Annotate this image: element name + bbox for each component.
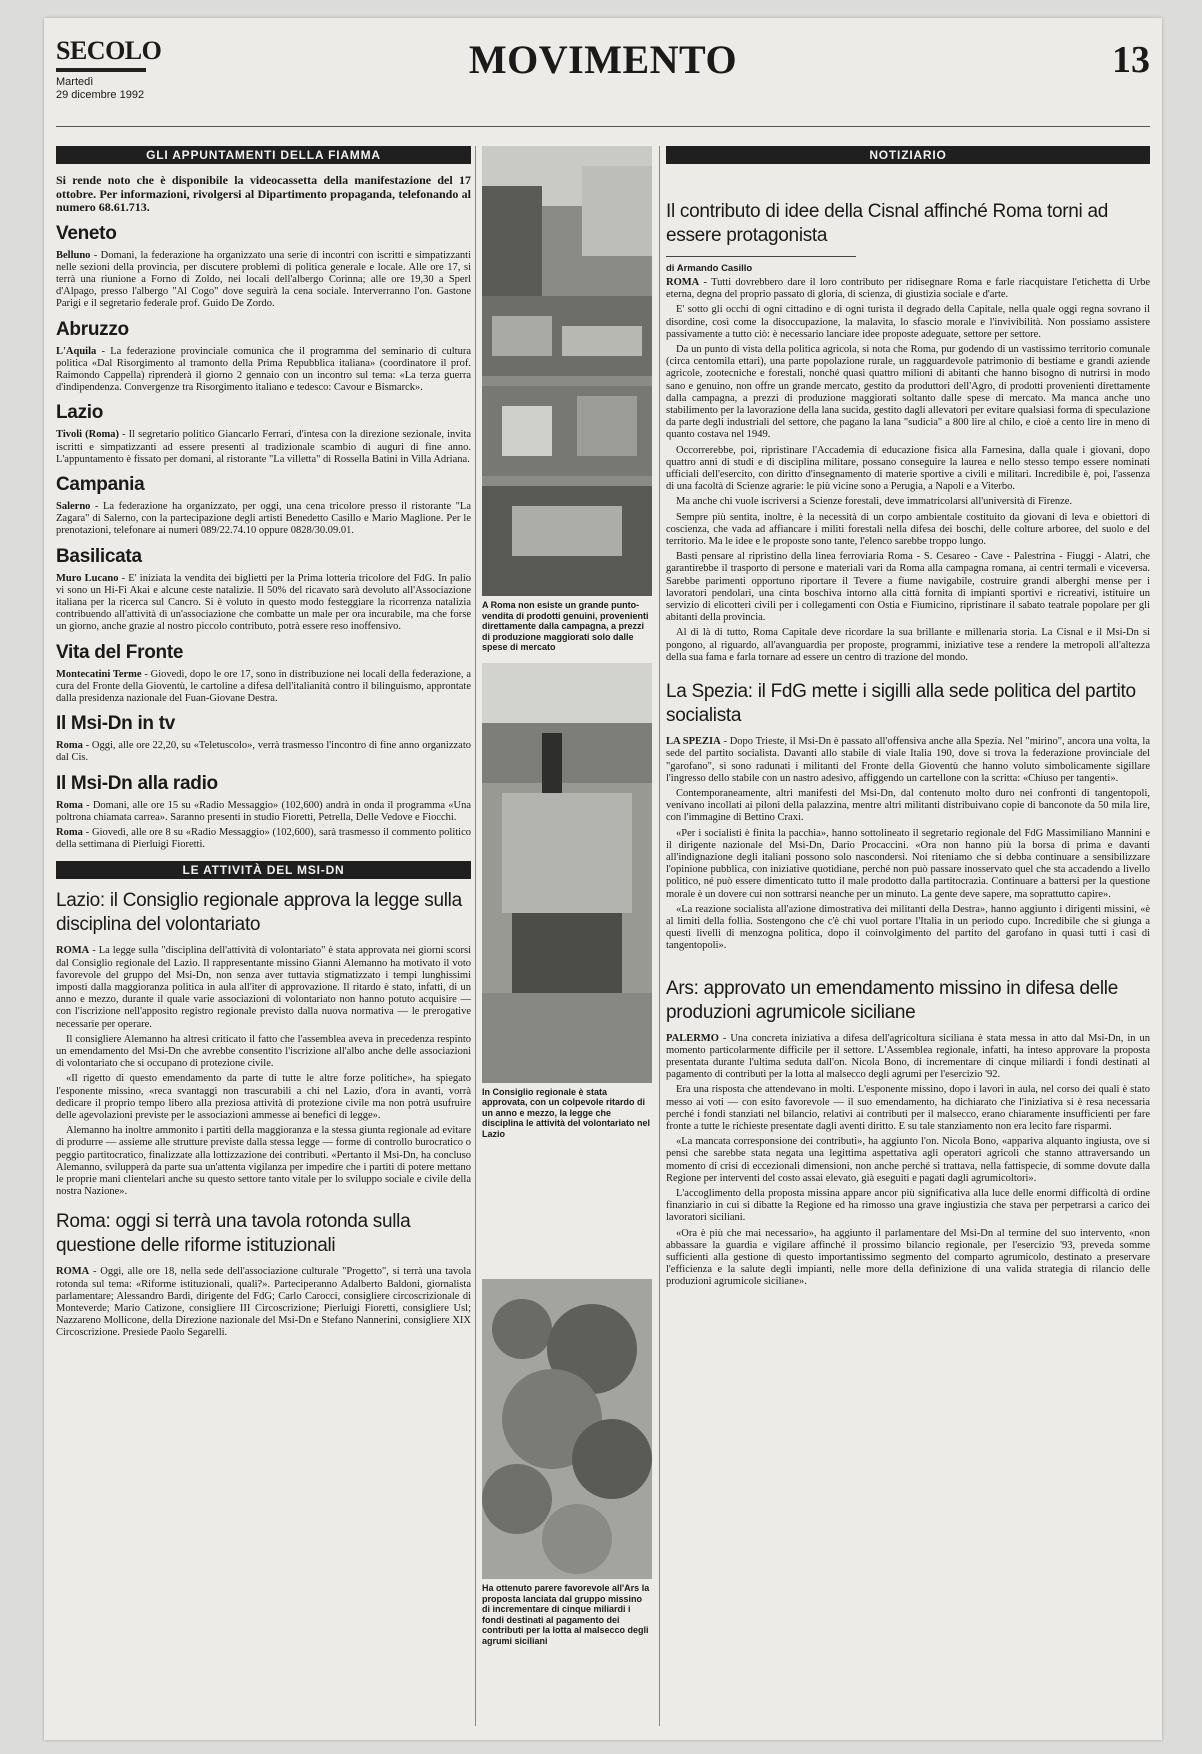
citrus-tree-illustration <box>482 1279 652 1579</box>
article-headline: Il contributo di idee della Cisnal affinché Roma torni ad essere protagonista <box>666 201 1108 246</box>
volunteer-photo <box>482 663 652 1083</box>
region-heading: Lazio <box>56 402 104 424</box>
paragraph-text: Al di là di tutto, Roma Capitale deve ricordare la sua brillante e millenaria storia. La Cisnal e il Msi-Dn si pongono, al riguardo, all'avanguardia per proposte, programmi, iniziative tese a rendere la metropoli all'altezza della sua fama e farla tornare ad essere un centro di trazione del mondo. <box>666 627 1150 663</box>
headline-rule <box>666 256 856 257</box>
article-paragraph <box>56 1125 471 1198</box>
article-paragraph <box>666 496 1150 508</box>
article-paragraph <box>666 1188 1150 1225</box>
article-paragraph <box>666 736 1150 785</box>
article-headline: Lazio: il Consiglio regionale approva la legge sulla disciplina del volontariato <box>56 890 462 936</box>
notice-place: Roma <box>56 740 83 752</box>
notice-place: L'Aquila <box>56 345 97 357</box>
paragraph-text: Il consigliere Alemanno ha altresì criticato il fatto che l'assemblea aveva in precedenza respinto un emendamento del Msi-Dn che avrebbe consentito l'iscrizione all'albo anche delle associazioni di volontariato che si occupano di protezione civile. <box>56 1033 471 1070</box>
article-headline: Ars: approvato un emendamento missino in difesa delle produzioni agrumicole siciliane <box>666 977 1118 1023</box>
article-headline: La Spezia: il FdG mette i sigilli alla sede politica del partito socialista <box>666 681 1136 727</box>
notice-text: - Il segretario politico Giancarlo Ferrari, d'intesa con la direzione sezionale, invita iscritti e simpatizzanti ad essere presenti al tradizionale scambio di auguri di fine anno. L'appuntamento è fissato per domani, al ristorante "La villetta" di Rossella Batini in Villa Adriana. <box>56 429 471 465</box>
region-heading: Vita del Fronte <box>56 641 184 663</box>
notice-place: Salerno <box>56 500 91 512</box>
market-photo <box>482 146 652 596</box>
notice-paragraph <box>56 827 471 851</box>
left-column <box>56 146 471 1343</box>
notice-text: - La federazione ha organizzato, per oggi, una cena tricolore presso il ristorante "La Zagara" di Salerno, con la partecipazione degli artisti Benedetto Casillo e Mario Maglione. Per le prenotazioni, telefonare ai numeri 089/22.74.10 oppure 0828/30.09.01. <box>56 500 471 537</box>
notice-paragraph <box>56 250 471 311</box>
paragraph-text: - Dopo Trieste, il Msi-Dn è passato all'offensiva anche alla Spezia. Nel "mirino", ancora una volta, la sede del partito socialista. Davanti allo stabile di viale Italia 190, dove si trova la federazione provinciale del "garofano", si sono radunati i militanti del Fronte della Gioventù che hanno voluto simbolicamente sigillare l'ingresso dello stabile con un nastro adesivo, affiggendo un cartellone con la scritta: «Chiuso per tangenti». <box>666 736 1151 784</box>
photo-column <box>482 146 652 1656</box>
paragraph-text: L'accoglimento della proposta missina appare ancor più significativa alla luce delle enormi difficoltà di ordine finanziario in cui si dibatte la Regione ed ha rimosso una grave ingiustizia che stava per perpetrarsi a carico dei lavoratori siciliani. <box>666 1187 1150 1224</box>
paragraph-text: - La legge sulla "disciplina dell'attività di volontariato" è stata approvata nei giorni scorsi dal Consiglio regionale del Lazio. Il rappresentante missino Gianni Alemanno ha motivato il voto favorevole del gruppo del Msi-Dn, non senza aver tuttavia stigmatizzato i tempi lunghissimi imposti dalla maggioranza politica in aula all'iter di approvazione. Il ritardo è stato, infatti, di un anno e mezzo, durante il quale varie associazioni di volontariato non hanno potuto acquisire — con l'iscrizione nell'apposito registro regionale previsto dalla nuova normativa — le prerogative necessarie per operare. <box>56 945 471 1030</box>
paragraph-text: «Il rigetto di questo emendamento da parte di tutte le altre forze politiche», ha spiegato l'esponente missino, «reca svantaggi non trascurabili a chi nel Lazio, d'ora in avanti, vorrà dedicare il proprio tempo libero alla preziosa attività di protezione civile ma non potrà usufruire delle agevolazioni previste per le associazioni ammesse ai benefici di legge». <box>56 1073 471 1122</box>
region-heading: Campania <box>56 473 145 495</box>
notice-text: - E' iniziata la vendita dei biglietti per la Prima lotteria tricolore del FdG. In palio vi sono un Hi-Fi Akai e alcune ceste natalizie. Il 50% del ricavato sarà devoluto all'Associazione italiana per la ricerca sul Cancro. Si è voluto in questo modo festeggiare la ricorrenza natalizia contribuendo all'attività di un'associazione che combatte un male per ora incurabile, ma che forse un giorno, anche grazie al nostro piccolo contributo, potrà essere reso inoffensivo. <box>56 572 471 633</box>
paragraph-text: - Una concreta iniziativa a difesa dell'agricoltura siciliana è stata messa in atto dal Msi-Dn, in un momento particolarmente difficile per il settore. L'Assemblea regionale, infatti, ha inteso approvare la proposta presentata durante l'ultima seduta dall'on. Nicola Bono, di incrementare di cinque miliardi i fondi destinati al pagamento di contributi per la lotta al malsecco degli agrumi per l'esercizio '92. <box>666 1032 1150 1081</box>
citrus-photo <box>482 1279 652 1579</box>
paragraph-text: «La reazione socialista all'azione dimostrativa dei militanti della Destra», hanno aggiunto i dirigenti missini, «è al limiti della follia. Sostengono che c'è chi vuol portare l'Italia in un periodo cupo. Incredibile che si giunga a questi livelli di menzogna politica, dopo il coinvolgimento del partito del garofano in quasi tutti i casi di tangentopoli». <box>666 903 1150 952</box>
article-paragraph <box>56 1266 471 1339</box>
intro-notice: Si rende noto che è disponibile la videocassetta della manifestazione del 17 ottobre. Per informazioni, rivolgersi al Dipartimento propaganda, telefonando al numero 68.61.713. <box>56 173 471 214</box>
article-body <box>666 277 1150 664</box>
paragraph-text: - Oggi, alle ore 18, nella sede dell'associazione culturale "Progetto", si terrà una tavola rotonda sul tema: «Riforme istituzionali, quali?». Parteciperanno Adalberto Baldoni, giornalista parlamentare; Alessandro Bardi, dirigente del FdG; Carlo Carocci, consigliere circoscrizionale di Monteverde; Mario Catizone, consigliere III Circoscrizione; Pierluigi Fioretti, consigliere Usl; Nazzareno Mollicone, della Direzione nazionale del Msi-Dn e Stefano Nannerini, consigliere XIX Circoscrizione. Presiede Paolo Segarelli. <box>56 1266 471 1339</box>
paragraph-text: - Tutti dovrebbero dare il loro contributo per ridisegnare Roma e farle riacquistare l'etichetta di Urbe eterna, degna del proprio passato di gloria, di scienza, di giustizia sociale e d'arte. <box>666 277 1150 301</box>
article-paragraph <box>56 945 471 1030</box>
photo-caption: A Roma non esiste un grande punto-vendita di prodotti genuini, provenienti direttamente dalla campagna, a prezzi di produzione maggiorati solo dalle spese di mercato <box>482 600 649 652</box>
paragraph-text: Da un punto di vista della politica agricola, si nota che Roma, pur godendo di un vastissimo territorio comunale (circa centomila ettari), una parte popolazione rurale, un ragguardevole patrimonio di bestiame e grandi aziende agricole, zootecniche e forestali, nonché quasi quattro milioni di abitanti che hanno bisogno di nutrirsi in modo sano e genuino, non offre un grande mercato, gestito da produttori dell'Agro, di prodotti provenienti direttamente dalla campagna, a prezzi di produzione maggiorati soltanto dalle spese di mercato. Ma manca anche uno stabilimento per la lavorazione della lana sucida, gestito dagli allevatori per evitare qualsiasi forma di speculazione da parte degli industriali del settore, che pagano la lana "sudicia" a 800 lire al chilo, e cioè a cento lire in meno di quanto costava nel 1949. <box>666 344 1150 441</box>
newspaper-page <box>44 18 1162 1740</box>
article-dateline: ROMA <box>666 277 700 288</box>
paragraph-text: Alemanno ha inoltre ammonito i partiti della maggioranza e la stessa giunta regionale ad evitare di produrre — assieme alle strutture previste dalla stessa legge — forme di controllo burocratico o peggio partitocratico, finalizzate alla lottizzazione dei contributi. «Pertanto il Msi-Dn, ha concluso Alemanno, svilupperà da parte sua un'attenta vigilanza per impedire che i partiti di potere mettano le proprie mani clientelari anche su questo settore tanto vitale per lo sviluppo sociale e civile della nostra Nazione». <box>56 1125 471 1198</box>
paragraph-text: Occorrerebbe, poi, ripristinare l'Accademia di educazione fisica alla Farnesina, dalla quale i giovani, dopo quattro anni di studi e di disciplina militare, possano conseguire la laurea e nello stesso tempo essere nominati ufficiali dell'esercito, con diritto d'insegnamento di materie sportive a civili e militari. Incredibile è, poi, l'assenza di una facoltà di Scienze agrarie: le più vicine sono a Perugia, a Napoli e a Viterbo. <box>666 444 1150 493</box>
notice-place: Muro Lucano <box>56 572 119 584</box>
notice-place: Roma <box>56 799 83 811</box>
article-paragraph <box>666 512 1150 549</box>
article-dateline: ROMA <box>56 945 90 957</box>
article-paragraph <box>666 1228 1150 1289</box>
section-bar-appuntamenti: GLI APPUNTAMENTI DELLA FIAMMA <box>56 146 471 164</box>
region-heading: Il Msi-Dn in tv <box>56 713 176 735</box>
article-paragraph <box>666 1084 1150 1133</box>
article-paragraph <box>56 1034 471 1071</box>
article-paragraph <box>666 627 1150 664</box>
notice-text: - Oggi, alle ore 22,20, su «Teletuscolo», verrà trasmesso l'incontro di fine anno organizzato dal Cis. <box>56 740 471 764</box>
paragraph-text: Era una risposta che attendevano in molti. L'esponente missino, dopo i lavori in aula, nel corso dei quali è stato messo ai voti — con esito favorevole — il suo emendamento, ha dichiarato che l'iniziativa si è resa necessaria perché i fondi stanziati nel bilancio, relativi ai contributi per il malsecco, erano chiaramente insufficienti per fare fronte a tutte le richieste presentate dagli aventi diritto. E su tale stanziamento non era lecito fare risparmi. <box>666 1084 1150 1132</box>
notice-text: - Domani, alle ore 15 su «Radio Messaggio» (102,600) andrà in onda il programma «Una poltrona chiamata carrea». Saranno presenti in studio Fioretti, Petrella, Delle Vedove e Fiocchi. <box>56 799 471 823</box>
paragraph-text: Sempre più sentita, inoltre, è la necessità di un corpo ambientale costituito da giovani di leva e obiettori di coscienza, che vada ad affiancare i militi forestali nella difesa dei boschi, delle colture arboree, del suolo e del territorio. Ma le idee e le proposte sono tante, l'elenco sarebbe troppo lungo. <box>666 511 1150 548</box>
photo-caption: Ha ottenuto parere favorevole all'Ars la proposta lanciata dal gruppo missino di incrementare di cinque miliardi i fondi destinati al pagamento dei contributi per la lotta al malsecco degli agrumi siciliani <box>482 1583 650 1646</box>
section-title: MOVIMENTO <box>468 37 738 82</box>
article-paragraph <box>56 1073 471 1122</box>
notice-place: Tivoli (Roma) <box>56 429 119 441</box>
masthead <box>56 28 1150 118</box>
article-paragraph <box>666 1033 1150 1082</box>
notice-paragraph <box>56 501 471 538</box>
notice-place: Roma <box>56 826 83 838</box>
article-paragraph <box>666 445 1150 494</box>
region-heading: Il Msi-Dn alla radio <box>56 772 218 794</box>
paragraph-text: «La mancata corresponsione dei contributi», ha aggiunto l'on. Nicola Bono, «appariva alquanto ingiusta, ove si pensi che sarebbe stata negata una legittima aspettativa agli operatori agricoli che stanno attraversando un momento di crisi di eccezionali dimensioni, non anche perché si trattava, nella fattispecie, di somme dovute dalla Regione per interventi del costo assai elevato, già eseguiti e pagati dagli agrumicoltori». <box>666 1136 1150 1184</box>
article-headline: Roma: oggi si terrà una tavola rotonda sulla questione delle riforme istituzionali <box>56 1211 411 1257</box>
date: 29 dicembre 1992 <box>56 89 145 101</box>
column-divider <box>659 146 660 1726</box>
notice-text: - Domani, la federazione ha organizzato una serie di incontri con iscritti e simpatizzanti nelle sezioni della provincia, per discutere problemi di politica generale e locale. Alle ore 17, si terrà una riunione a Forno di Zoldo, nei locali dell'albergo Corinna; alle ore 19,30 a Sperl d'Alpago, presso l'albergo "Al Cogo" dove seguirà la cena sociale. Interverranno l'on. Gastone Parigi e il segretario federale prof. Guido De Zordo. <box>56 249 471 310</box>
paragraph-text: Basti pensare al ripristino della linea ferroviaria Roma - S. Cesareo - Cave - Palestrina - Fiuggi - Alatri, che garantirebbe il trasporto di persone e materiali vari da Roma alla campagna romana, ai centri termali e viceversa. Sarebbe parimenti opportuno riportare il Tevere a fiume navigabile, costruire grandi alberghi mense per i lavoratori pendolari, una cinta boschiva intorno alla città fornita di impianti sportivi e ricreativi, istituire un servizio di elicotteri civili per i collegamenti con Ostia e Fiumicino, ripristinare il sabato teatrale popolare per gli abitanti della provincia. <box>666 551 1150 624</box>
notice-paragraph <box>56 346 471 395</box>
radio-items <box>56 800 471 852</box>
paragraph-text: E' sotto gli occhi di ogni cittadino e di ogni turista il degrado della Capitale, nella quale oggi regna sovrano il disordine, così come la disoccupazione, la malavita, lo sfascio morale e l'invivibilità. Non possiamo assistere passivamente a tutto ciò: è necessario lanciare idee proposte adeguate, settore per settore. <box>666 304 1150 340</box>
notice-text: - La federazione provinciale comunica che il programma del seminario di cultura politica «Dal Risorgimento al tramonto della Prima Repubblica italiana» (coordinatore il prof. Raimondo Cappella) riprenderà il giorno 2 gennaio con un incontro sul tema: «La terza guerra d'indipendenza. Convergenze tra Risorgimento italiano e tedesco: Cavour e Bismarck». <box>56 345 471 394</box>
notice-paragraph <box>56 429 471 466</box>
section-bar-notiziario: NOTIZIARIO <box>666 146 1150 164</box>
page-number: 13 <box>1112 39 1150 81</box>
paragraph-text: Contemporaneamente, altri manifesti del Msi-Dn, dal contenuto molto duro nei confronti di tangentopoli, venivano incollati ai piloni della palazzina, mentre altri militanti distribuivano copie di banconote da 50 mila lire, con l'immagine di Bettino Craxi. <box>666 787 1150 824</box>
photo-caption: In Consiglio regionale è stata approvata, con un colpevole ritardo di un anno e mezzo, la legge che disciplina le attività del volontariato nel Lazio <box>482 1086 651 1139</box>
notice-place: Belluno <box>56 249 91 261</box>
region-heading: Veneto <box>56 222 117 244</box>
article-paragraph <box>666 304 1150 341</box>
notice-text: - Giovedì, dopo le ore 17, sono in distribuzione nei locali della federazione, a cura del Fronte della Gioventù, le cartoline a difesa dell'italianità contro il bilinguismo, approntate dalla presidenza nazionale del Fuan-Giovane Destra. <box>56 668 471 704</box>
article-dateline: PALERMO <box>666 1032 719 1044</box>
article-paragraph <box>666 1136 1150 1185</box>
article-paragraph <box>666 828 1150 901</box>
article-dateline: ROMA <box>56 1266 90 1278</box>
article-paragraph <box>666 904 1150 953</box>
article-body <box>666 1033 1150 1289</box>
notice-paragraph <box>56 800 471 824</box>
notice-paragraph <box>56 573 471 634</box>
region-heading: Basilicata <box>56 545 142 567</box>
right-column <box>666 146 1150 1292</box>
paragraph-text: «Per i socialisti è finita la pacchia», hanno sottolineato il segretario regionale del FdG Massimiliano Mannini e il dirigente nazionale del Msi-Dn, Dario Procaccini. «Ora non hanno più la borsa di prima e davanti all'indignazione degli italiani possono solo nascondersi. Noi riteniamo che si debba continuare a sensibilizzare l'opinione pubblica, con iniziative quotidiane, perché non può passare inosservato quel che sta accadendo a livello politico, né può essere dimenticato tutto il male prodotto dalla partitocrazia. Continuare a battersi per la questione morale è un dovere cui non sottrarsi neanche per un minuto. La gente deve sapere, ma soprattutto capire». <box>666 827 1150 900</box>
notice-text: - Giovedì, alle ore 8 su «Radio Messaggio» (102,600), sarà trasmesso il commento politico della settimana di Pierluigi Fioretti. <box>56 826 471 851</box>
regions-list <box>56 223 471 765</box>
notice-place: Montecatini Terme <box>56 668 142 680</box>
article-paragraph <box>666 551 1150 624</box>
region-heading: Abruzzo <box>56 318 129 340</box>
article-paragraph <box>666 277 1150 301</box>
paragraph-text: Ma anche chi vuole iscriversi a Scienze forestali, deve immatricolarsi all'università di Firenze. <box>676 496 1073 508</box>
section-bar-attivita: LE ATTIVITÀ DEL MSI-DN <box>56 861 471 879</box>
notice-paragraph <box>56 740 471 764</box>
article-body <box>56 945 471 1198</box>
column-divider <box>475 146 476 1726</box>
newspaper-logo: SECOLO <box>56 36 162 65</box>
article-dateline: LA SPEZIA <box>666 736 721 748</box>
article-paragraph <box>666 344 1150 442</box>
masthead-rule <box>56 126 1150 127</box>
weekday: Martedì <box>56 76 94 88</box>
article-byline: di Armando Casillo <box>666 263 753 274</box>
volunteers-illustration <box>482 663 652 1083</box>
article-paragraph <box>666 788 1150 825</box>
market-stalls-illustration <box>482 146 652 596</box>
notice-paragraph <box>56 669 471 706</box>
article-body <box>666 736 1150 952</box>
article-body <box>56 1266 471 1339</box>
paragraph-text: «Ora è più che mai necessario», ha aggiunto il parlamentare del Msi-Dn al termine del suo intervento, «non abbassare la guardia e vigilare affinché il prossimo bilancio regionale, per l'esercizio '93, preveda somme sufficienti alla gestione di questo importantissimo segmento del comparto agrumicolo, destinato a preservare l'efficienza e la salute degli impianti, nelle more della definizione di una valida strategia di rilancio delle produzioni agrumicole siciliane». <box>666 1227 1150 1288</box>
